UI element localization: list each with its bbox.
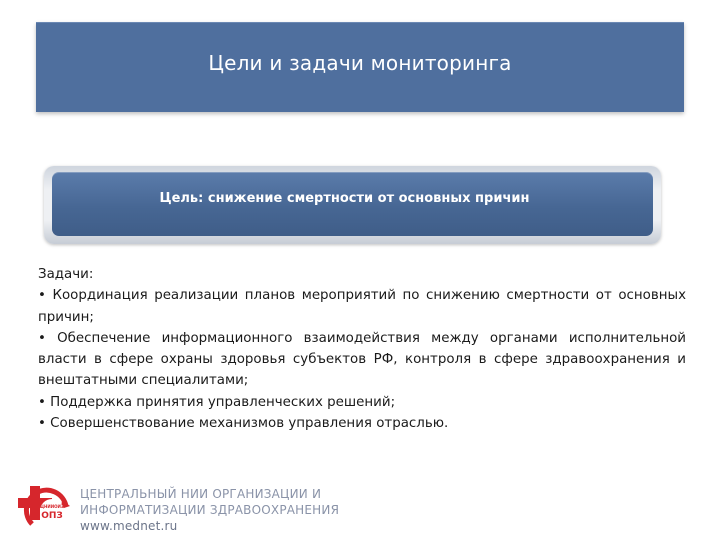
- goal-banner: [52, 172, 653, 236]
- task-item: • Координация реализации планов мероприятий по снижению смертности от основных причин;: [38, 288, 686, 325]
- website-link[interactable]: www.mednet.ru: [80, 519, 178, 533]
- tasks-heading: Задачи:: [38, 267, 94, 282]
- organization-name: [80, 486, 339, 534]
- svg-text:ЦНИИОИЗ: ЦНИИОИЗ: [40, 504, 64, 509]
- slide-title: Цели и задачи мониторинга: [208, 50, 512, 75]
- svg-text:ОПЗ: ОПЗ: [41, 511, 63, 521]
- organization-logo: [12, 478, 74, 536]
- task-item: • Совершенствование механизмов управления отраслью.: [38, 416, 449, 432]
- org-line-1: ЦЕНТРАЛЬНЫЙ НИИ ОРГАНИЗАЦИИ И: [80, 487, 322, 501]
- task-item: • Обеспечение информационного взаимодействия между органами исполнительной власти в сфере охраны здоровья субъектов РФ, контроля в сфере здравоохранения и внештатными специалитами;: [38, 330, 686, 389]
- goal-text: Цель: снижение смертности от основных причин: [159, 190, 530, 206]
- tasks-block: [38, 264, 686, 434]
- task-item: • Поддержка принятия управленческих решений;: [38, 394, 396, 410]
- title-banner: [36, 22, 684, 112]
- org-line-2: ИНФОРМАТИЗАЦИИ ЗДРАВООХРАНЕНИЯ: [80, 503, 340, 517]
